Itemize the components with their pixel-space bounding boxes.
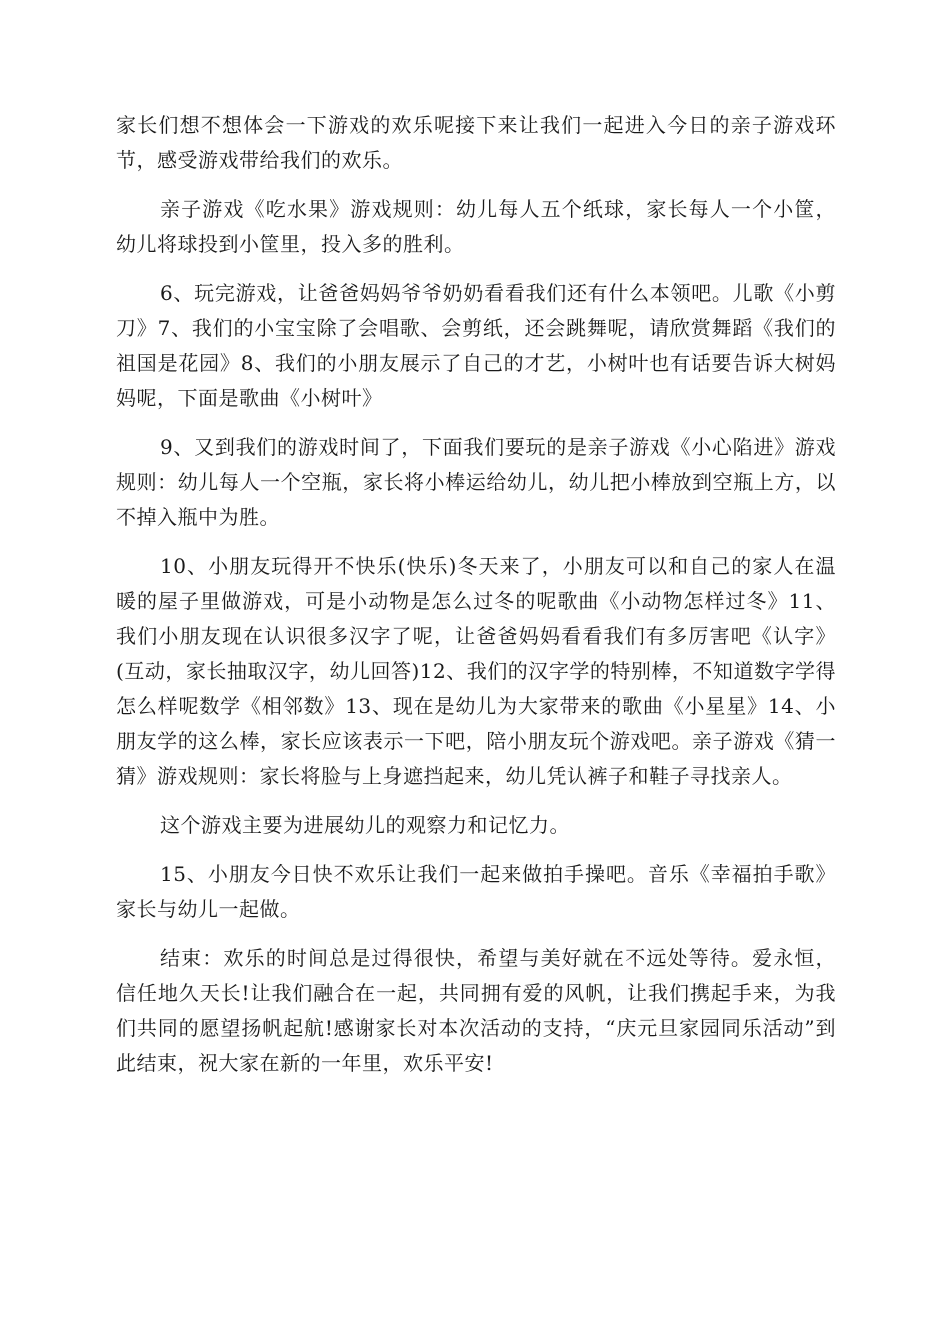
paragraph-program-6-8: 6、玩完游戏，让爸爸妈妈爷爷奶奶看看我们还有什么本领吧。儿歌《小剪刀》7、我们的小宝宝除了会唱歌、会剪纸，还会跳舞呢，请欣赏舞蹈《我们的祖国是花园》8、我们的小朋友展示了自己的才艺，小树叶也有话要告诉大树妈妈呢，下面是歌曲《小树叶》 <box>116 281 836 410</box>
paragraph-intro: 家长们想不想体会一下游戏的欢乐呢接下来让我们一起进入今日的亲子游戏环节，感受游戏带给我们的欢乐。 <box>116 113 836 172</box>
paragraph-game-eat-fruit: 亲子游戏《吃水果》游戏规则：幼儿每人五个纸球，家长每人一个小筐，幼儿将球投到小筐里，投入多的胜利。 <box>116 197 836 256</box>
paragraph-program-15: 15、小朋友今日快不欢乐让我们一起来做拍手操吧。音乐《幸福拍手歌》家长与幼儿一起做。 <box>116 862 836 921</box>
paragraph-program-10-14: 10、小朋友玩得开不快乐(快乐)冬天来了，小朋友可以和自己的家人在温暖的屋子里做游戏，可是小动物是怎么过冬的呢歌曲《小动物怎样过冬》11、我们小朋友现在认识很多汉字了呢，让爸爸妈妈看看我们有多厉害吧《认字》(互动，家长抽取汉字，幼儿回答)12、我们的汉字学的特别棒，不知道数字学得怎么样呢数学《相邻数》13、现在是幼儿为大家带来的歌曲《小星星》14、小朋友学的这么棒，家长应该表示一下吧，陪小朋友玩个游戏吧。亲子游戏《猜一猜》游戏规则：家长将脸与上身遮挡起来，幼儿凭认裤子和鞋子寻找亲人。 <box>116 554 836 788</box>
paragraph-game-purpose: 这个游戏主要为进展幼儿的观察力和记忆力。 <box>160 813 570 837</box>
paragraph-program-9: 9、又到我们的游戏时间了，下面我们要玩的是亲子游戏《小心陷进》游戏规则：幼儿每人一个空瓶，家长将小棒运给幼儿，幼儿把小棒放到空瓶上方，以不掉入瓶中为胜。 <box>116 435 836 529</box>
paragraph-closing: 结束：欢乐的时间总是过得很快，希望与美好就在不远处等待。爱永恒，信任地久天长!让我们融合在一起，共同拥有爱的风帆，让我们携起手来，为我们共同的愿望扬帆起航!感谢家长对本次活动的支持，“庆元旦家园同乐活动”到此结束，祝大家在新的一年里，欢乐平安! <box>116 946 836 1075</box>
document-body <box>116 108 836 1095</box>
